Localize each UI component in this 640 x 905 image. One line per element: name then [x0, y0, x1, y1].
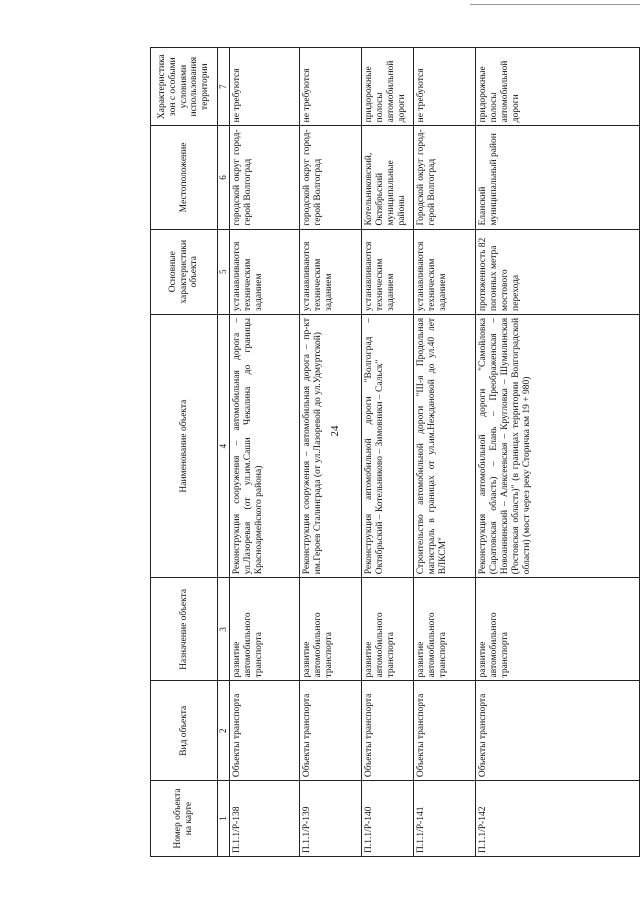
header-cell: Характеристика зон с особыми условиями использования территории	[151, 48, 218, 126]
object-location: Городской округ город-герой Волгоград	[414, 126, 476, 229]
column-number: 4	[218, 314, 230, 577]
column-number: 3	[218, 578, 230, 681]
object-characteristics: устанавливаются техническим заданием	[414, 229, 476, 314]
object-number: П.1.1/Р-138	[230, 781, 300, 857]
object-name: Реконструкция автомобильной дороги "Самойловка (Саратовская область) – Елань – Преображенская – Новоаннинский – Алексеевская – Кругловка – Шумилинская (Ростовская область)" (в границах территории Волгоградской области) (мост через реку Сторичка км 19 + 980)	[476, 314, 640, 577]
object-kind: Объекты транспорта	[476, 681, 640, 781]
object-name: Реконструкция сооружения – автомобильная дорога – пр-кт им.Героев Сталинграда (от ул.Лазоревой до ул.Удмуртской)	[300, 314, 362, 577]
column-number: 2	[218, 681, 230, 781]
page-number: 24	[329, 425, 341, 437]
object-purpose: развитие автомобильного транспорта	[362, 578, 414, 681]
top-rule	[470, 4, 640, 5]
table-row	[476, 48, 640, 857]
object-kind: Объекты транспорта	[230, 681, 300, 781]
column-number-row	[218, 48, 230, 857]
object-name: Строительство автомобильной дороги "III-я Продольная магистраль в границах от ул.им.Неждановой до ул.40 лет ВЛКСМ"	[414, 314, 476, 577]
table-header-row	[151, 48, 218, 857]
object-characteristics: устанавливаются техническим заданием	[300, 229, 362, 314]
table-row	[230, 48, 300, 857]
object-location: Еланский муниципальный район	[476, 126, 640, 229]
object-characteristics: устанавливаются техническим заданием	[362, 229, 414, 314]
header-cell: Вид объекта	[151, 681, 218, 781]
object-kind: Объекты транспорта	[362, 681, 414, 781]
object-purpose: развитие автомобильного транспорта	[300, 578, 362, 681]
object-kind: Объекты транспорта	[300, 681, 362, 781]
object-number: П.1.1/Р-141	[414, 781, 476, 857]
object-zones: не требуются	[414, 48, 476, 126]
object-zones: не требуются	[230, 48, 300, 126]
table-row	[362, 48, 414, 857]
object-number: П.1.1/Р-142	[476, 781, 640, 857]
object-zones: придорожные полосы автомобильной дороги	[476, 48, 640, 126]
header-cell: Наименование объекта	[151, 314, 218, 577]
object-kind: Объекты транспорта	[414, 681, 476, 781]
object-zones: не требуются	[300, 48, 362, 126]
column-number: 1	[218, 781, 230, 857]
column-number: 6	[218, 126, 230, 229]
object-number: П.1.1/Р-140	[362, 781, 414, 857]
object-location: городской округ город-герой Волгоград	[230, 126, 300, 229]
header-cell: Назначение объекта	[151, 578, 218, 681]
object-number: П.1.1/Р-139	[300, 781, 362, 857]
object-characteristics: протяженность 82 погонных метра мостового перехода	[476, 229, 640, 314]
object-purpose: развитие автомобильного транспорта	[476, 578, 640, 681]
header-cell: Номер объекта на карте	[151, 781, 218, 857]
objects-table	[150, 47, 640, 857]
object-characteristics: устанавливаются техническим заданием	[230, 229, 300, 314]
object-zones: придорожные полосы автомобильной дороги	[362, 48, 414, 126]
object-location: городской округ город-герой Волгоград	[300, 126, 362, 229]
object-purpose: развитие автомобильного транспорта	[414, 578, 476, 681]
object-name: Реконструкция сооружения – автомобильная дорога – ул.Лазоревая (от ул.им.Саши Чекалина до границы Красноармейского района)	[230, 314, 300, 577]
column-number: 7	[218, 48, 230, 126]
table-row	[414, 48, 476, 857]
rotated-table-container	[150, 47, 640, 857]
header-cell: Местоположение	[151, 126, 218, 229]
header-cell: Основные характеристики объекта	[151, 229, 218, 314]
table-row	[300, 48, 362, 857]
object-location: Котельниковский, Октябрьский муниципальные районы	[362, 126, 414, 229]
column-number: 5	[218, 229, 230, 314]
object-name: Реконструкция автомобильной дороги "Волгоград – Октябрьский – Котельниково – Зимовники – Сальск"	[362, 314, 414, 577]
object-purpose: развитие автомобильного транспорта	[230, 578, 300, 681]
